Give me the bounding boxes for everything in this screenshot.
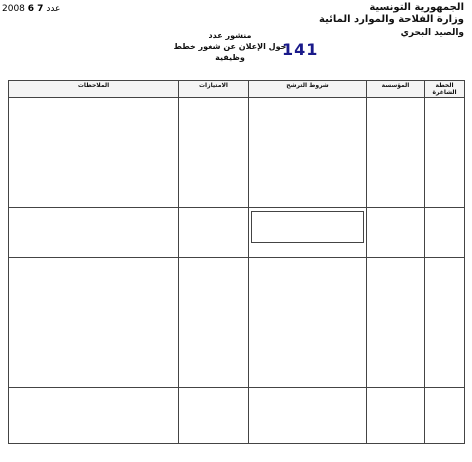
ministry-header [314,2,464,39]
cell-institution [367,98,425,208]
title-line-1: منشور عدد [208,31,252,40]
cell-benefits [179,208,249,258]
cell-notes [9,98,179,208]
cell-benefits [179,258,249,388]
cell-position [425,98,465,208]
header-benefits: الامتيازات [179,81,249,98]
conditions-box [251,211,364,243]
cell-position [425,208,465,258]
cell-conditions [249,208,367,258]
cell-institution [367,388,425,444]
table-row [9,208,465,258]
header-position: الخطة الشاغرة [425,81,465,98]
title-line-2: حول الإعلان عن شغور خطط وظيفية [173,42,287,62]
table-row [9,98,465,208]
cell-notes [9,388,179,444]
cell-institution [367,208,425,258]
stamp [2,4,60,14]
cell-institution [367,258,425,388]
cell-conditions [249,258,367,388]
stamp-label: عدد [46,4,61,14]
table-row [9,258,465,388]
stamp-issue: 6 7 [27,4,44,14]
cell-conditions [249,98,367,208]
ministry-line-1: الجمهورية التونسية [369,2,464,13]
ministry-line-2: وزارة الفلاحة والموارد المائية [319,14,464,25]
title-block [160,30,300,63]
cell-benefits [179,98,249,208]
header-notes: الملاحظات [9,81,179,98]
cell-benefits [179,388,249,444]
header-conditions: شروط الترشح [249,81,367,98]
cell-notes [9,258,179,388]
stamp-year: 2008 [2,4,25,14]
cell-position [425,388,465,444]
cell-position [425,258,465,388]
ministry-line-3: والصيد البحري [400,28,464,38]
cell-notes [9,208,179,258]
table-header-row [9,81,465,98]
header-institution: المؤسسة [367,81,425,98]
cell-conditions [249,388,367,444]
vacancies-table [8,80,465,444]
table-row [9,388,465,444]
issue-number: 141 [282,40,319,59]
